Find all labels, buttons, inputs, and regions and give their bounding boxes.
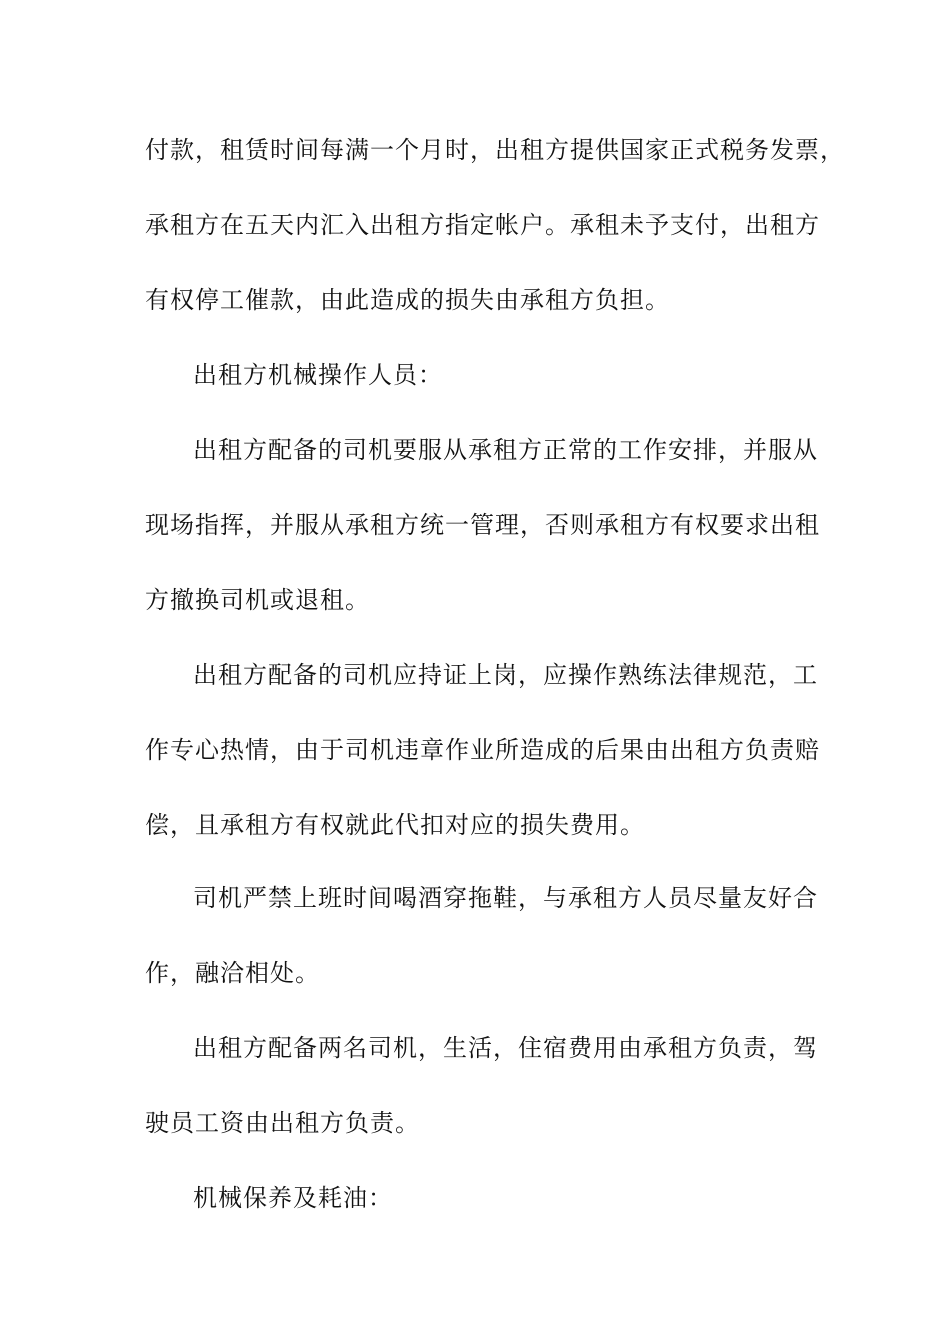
text-line: 方撤换司机或退租。 <box>145 586 370 614</box>
text-line: 司机严禁上班时间喝酒穿拖鞋，与承租方人员尽量友好合 <box>193 884 818 912</box>
text-line: 出租方配备的司机应持证上岗，应操作熟练法律规范，工 <box>193 661 818 689</box>
text-line: 作专心热情，由于司机违章作业所造成的后果由出租方负责赔 <box>145 736 820 764</box>
text-line: 驶员工资由出租方负责。 <box>145 1109 420 1137</box>
text-line: 偿，且承租方有权就此代扣对应的损失费用。 <box>145 811 645 839</box>
section-heading: 机械保养及耗油： <box>193 1184 393 1212</box>
text-line: 承租方在五天内汇入出租方指定帐户。承租未予支付，出租方 <box>145 211 820 239</box>
section-heading: 出租方机械操作人员： <box>193 361 443 389</box>
text-line: 付款，租赁时间每满一个月时，出租方提供国家正式税务发票， <box>145 136 845 164</box>
text-line: 有权停工催款，由此造成的损失由承租方负担。 <box>145 286 670 314</box>
text-line: 出租方配备两名司机，生活，住宿费用由承租方负责，驾 <box>193 1034 818 1062</box>
text-line: 出租方配备的司机要服从承租方正常的工作安排，并服从 <box>193 436 818 464</box>
text-line: 现场指挥，并服从承租方统一管理，否则承租方有权要求出租 <box>145 511 820 539</box>
text-line: 作，融洽相处。 <box>145 959 320 987</box>
